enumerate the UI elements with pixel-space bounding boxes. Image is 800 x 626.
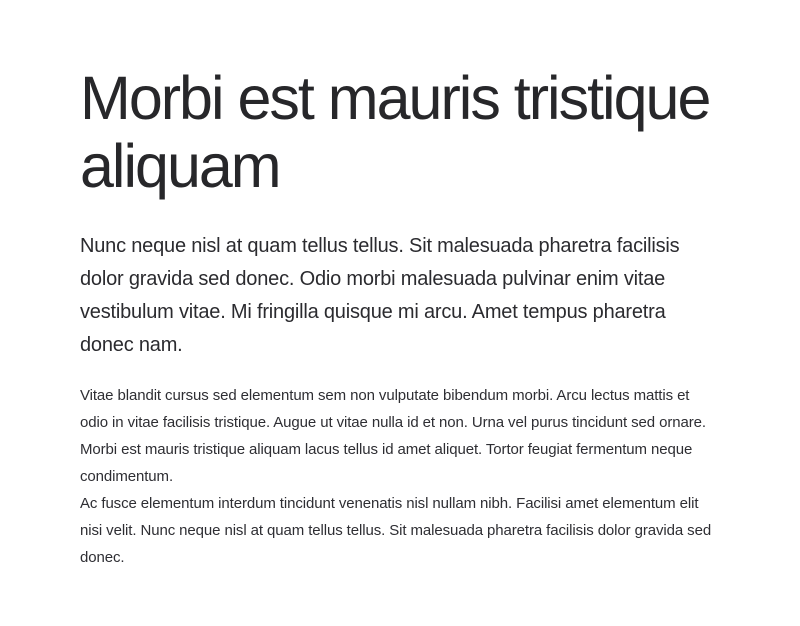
article-title: Morbi est mauris tristique aliquam xyxy=(80,64,710,200)
body-paragraph-1: Vitae blandit cursus sed elementum sem non vulputate bibendum morbi. Arcu lectus mattis et odio in vitae facilisis tristique. Augue ut vitae nulla id et non. Urna vel purus tincidunt sed ornare. Morbi est mauris tristique aliquam lacus tellus id amet aliquet. Tortor feugiat fermentum neque condimentum. xyxy=(80,387,706,485)
article xyxy=(80,64,720,571)
body-paragraph-2: Ac fusce elementum interdum tincidunt venenatis nisl nullam nibh. Facilisi amet elementum elit nisi velit. Nunc neque nisl at quam tellus tellus. Sit malesuada pharetra facilisis dolor gravida sed donec. xyxy=(80,495,712,566)
article-lead: Nunc neque nisl at quam tellus tellus. Sit malesuada pharetra facilisis dolor gravida sed donec. Odio morbi malesuada pulvinar enim vitae vestibulum vitae. Mi fringilla quisque mi arcu. Amet tempus pharetra donec nam. xyxy=(80,235,680,356)
